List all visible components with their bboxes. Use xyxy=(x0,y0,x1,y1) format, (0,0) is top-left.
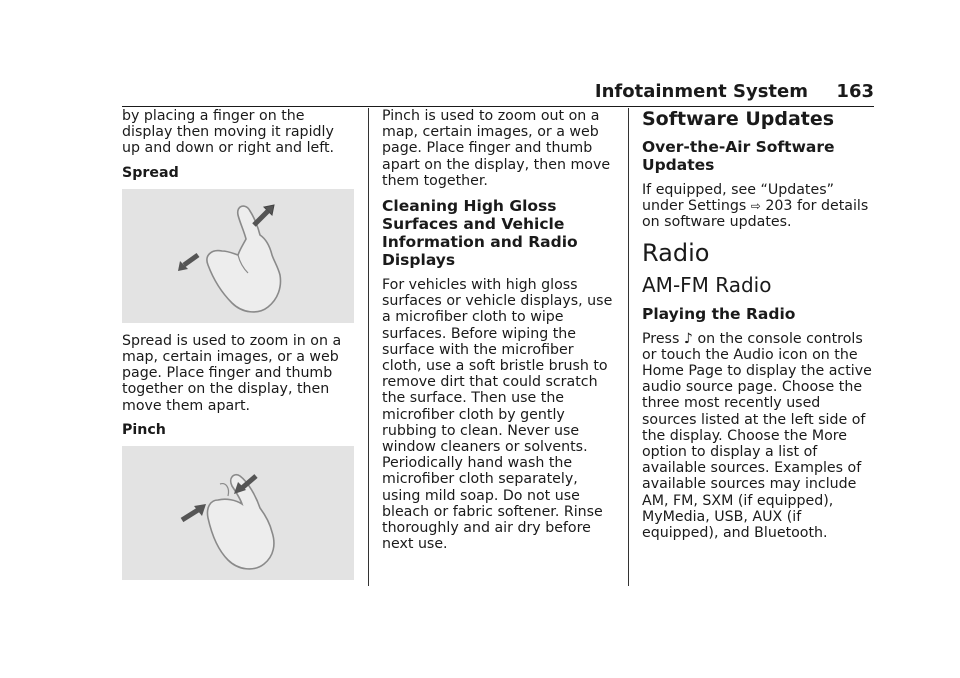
cleaning-paragraph: For vehicles with high gloss surfaces or vehicle displays, use a microfiber cloth to wipe surfaces. Before wiping the surface with the microfiber cloth, use a soft bristle brush to remove dirt that could scratch the surface. Then use the microfiber cloth by gently rubbing to clean. Never use window cleaners or solvents. Periodically hand wash the microfiber cloth separately, using mild soap. Do not use bleach or fabric softener. Rinse thoroughly and air dry before next use. xyxy=(382,277,613,553)
pinch-hand-icon xyxy=(122,446,354,580)
intro-paragraph: by placing a finger on the display then moving it rapidly up and down or right and left. xyxy=(122,108,335,157)
column-1 xyxy=(122,108,356,590)
ota-text-after: 203 for details on software updates. xyxy=(642,198,869,231)
playing-text: on the console controls or touch the Audio icon on the Home Page to display the active audio source page. Choose the three most recently used sources listed at the left side of the display. Choose the More option to display a list of available sources. Examples of available sources may include AM, FM, SXM (if equipped), MyMedia, USB, AUX (if equipped), and Bluetooth. xyxy=(642,330,872,542)
column-2 xyxy=(382,108,616,560)
section-title: Infotainment System xyxy=(594,81,808,102)
amfm-heading: AM-FM Radio xyxy=(642,272,772,297)
ota-text-before: If equipped, see “Updates” under Settings xyxy=(642,182,834,215)
spread-label: Spread xyxy=(122,164,179,181)
pinch-label: Pinch xyxy=(122,421,166,438)
column-3 xyxy=(642,108,876,549)
playing-radio-heading: Playing the Radio xyxy=(642,304,796,323)
ota-heading: Over-the-Air Software Updates xyxy=(642,138,835,174)
audio-button-icon: ♪ xyxy=(683,330,693,347)
spread-description: Spread is used to zoom in on a map, certain images, or a web page. Place finger and thumb together on the display, then move them apart. xyxy=(122,332,342,414)
playing-radio-paragraph xyxy=(642,331,876,542)
page-header xyxy=(122,80,874,107)
software-updates-heading: Software Updates xyxy=(642,108,835,130)
ota-paragraph xyxy=(642,182,876,231)
press-word: Press xyxy=(642,330,680,347)
spread-gesture-figure xyxy=(122,189,354,323)
cleaning-heading: Cleaning High Gloss Surfaces and Vehicle Information and Radio Displays xyxy=(382,197,578,270)
column-divider-1 xyxy=(368,108,369,586)
pinch-gesture-figure xyxy=(122,446,354,580)
column-divider-2 xyxy=(628,108,629,586)
spread-hand-icon xyxy=(122,189,354,323)
page-number: 163 xyxy=(836,81,874,102)
page-reference-icon: ⇨ xyxy=(750,199,761,214)
pinch-description: Pinch is used to zoom out on a map, certain images, or a web page. Place finger and thumb apart on the display, then move them together. xyxy=(382,108,611,189)
radio-heading: Radio xyxy=(642,238,710,267)
